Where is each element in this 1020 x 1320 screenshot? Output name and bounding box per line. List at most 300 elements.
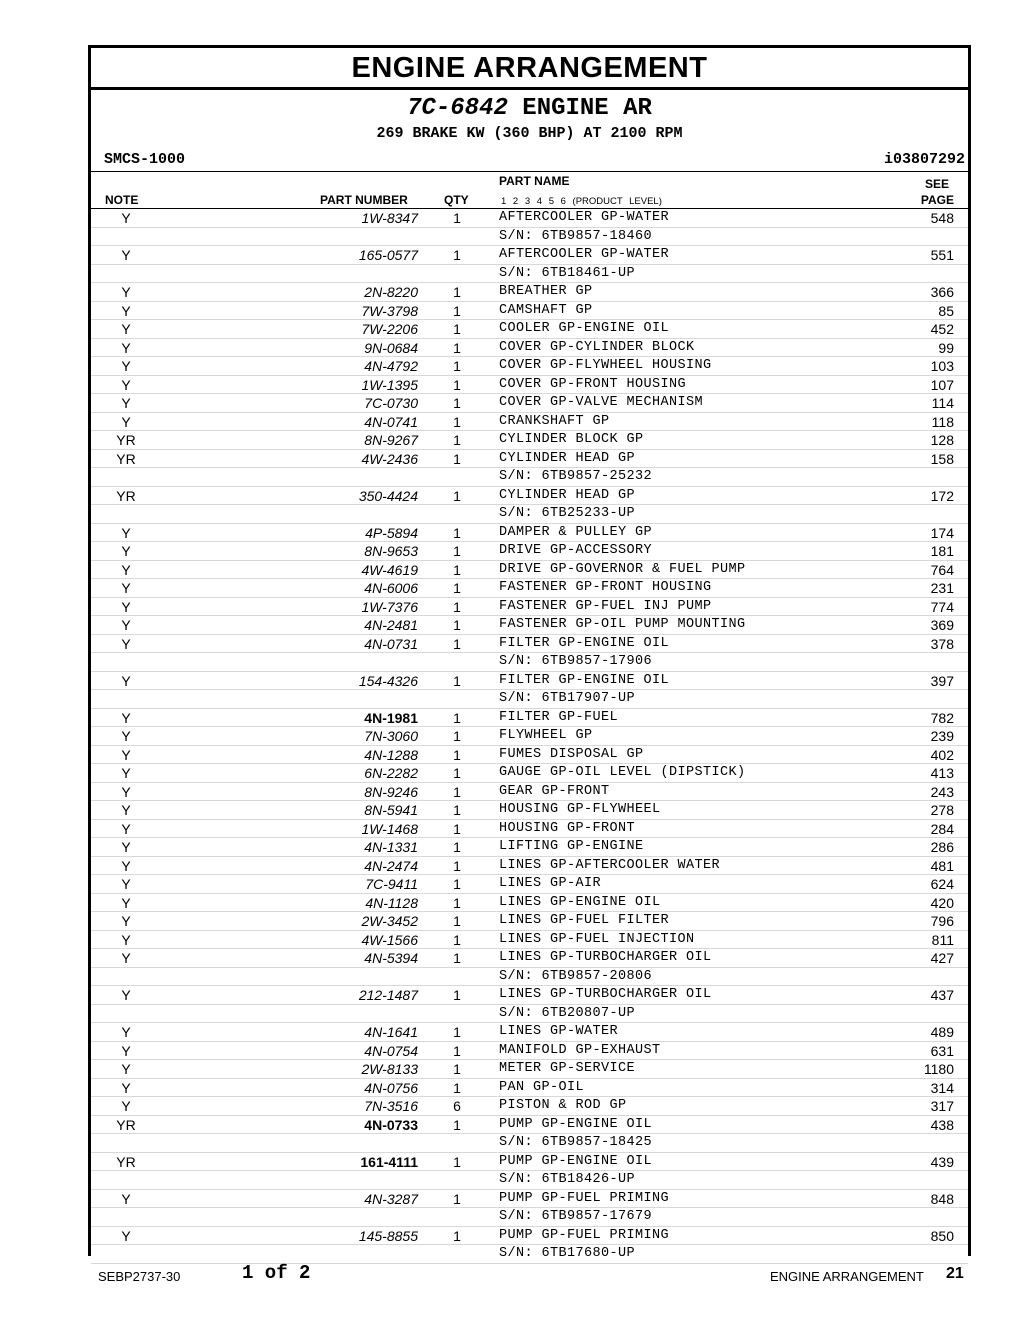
table-row [91,542,968,561]
note-cell: Y [121,913,131,929]
part-name-cell: FASTENER GP-FUEL INJ PUMP [499,598,712,614]
see-page-cell: 103 [930,358,954,374]
part-number-cell: 4N-1288 [364,746,418,763]
part-number-cell: 2N-8220 [364,284,418,300]
table-row [91,764,968,783]
part-name-cell: S/N: 6TB17907-UP [499,691,636,706]
part-number-cell: 1W-7376 [361,598,418,615]
document-id: SEBP2737-30 [98,1269,181,1284]
serial-range-row [91,228,968,247]
part-number-cell: 1W-1468 [361,820,418,837]
table-row [91,1023,968,1042]
part-number-cell: 7W-3798 [361,302,418,319]
col-product-levels: 1 2 3 4 5 6 (PRODUCT LEVEL) [501,196,662,207]
qty-cell: 1 [453,413,461,430]
see-page-cell: 402 [930,746,954,763]
table-row [91,320,968,339]
parts-table-body [91,209,968,1264]
serial-range-row [91,1208,968,1227]
part-name-cell: LINES GP-FUEL INJECTION [499,931,695,947]
col-qty: QTY [444,193,469,207]
note-cell: Y [121,395,131,411]
table-row [91,283,968,302]
note-cell: Y [121,987,131,1003]
note-cell: Y [121,339,131,356]
see-page-cell: 378 [930,635,954,652]
part-number-cell: 1W-8347 [361,210,418,226]
serial-range-row [91,1171,968,1190]
note-cell: Y [121,672,131,689]
part-name-cell: CRANKSHAFT GP [499,413,610,429]
part-number-cell: 7N-3516 [364,1098,418,1114]
part-number-cell: 2W-8133 [361,1061,418,1077]
table-row [91,783,968,802]
qty-cell: 1 [453,561,461,578]
see-page-cell: 314 [930,1079,954,1096]
qty-cell: 1 [453,210,461,226]
see-page-cell: 158 [930,450,954,467]
see-page-cell: 397 [930,672,954,689]
part-name-cell: FILTER GP-ENGINE OIL [499,635,670,651]
part-name-cell: S/N: 6TB9857-17679 [499,1209,653,1224]
part-name-cell: HOUSING GP-FLYWHEEL [499,802,661,817]
part-name-cell: LINES GP-ENGINE OIL [499,894,661,910]
note-cell: YR [116,487,136,504]
see-page-cell: 481 [930,857,954,874]
page-footer [0,1262,1020,1292]
part-name-cell: COVER GP-VALVE MECHANISM [499,395,704,410]
part-number-cell: 8N-9653 [364,543,418,559]
page-of: 1 of 2 [242,1262,311,1284]
see-page-cell: 174 [930,524,954,541]
table-row [91,524,968,543]
part-name-cell: PUMP GP-ENGINE OIL [499,1116,653,1132]
table-row [91,1227,968,1246]
part-number-cell: 4N-1128 [365,894,418,911]
qty-cell: 1 [453,339,461,356]
table-row [91,1153,968,1172]
serial-range-row [91,690,968,709]
part-number-cell: 4W-1566 [361,931,418,948]
qty-cell: 1 [453,487,461,504]
part-name-cell: FLYWHEEL GP [499,728,593,743]
see-page-cell: 811 [931,931,954,948]
part-name-cell: COVER GP-FRONT HOUSING [499,376,687,392]
serial-range-row [91,1134,968,1153]
note-cell: Y [121,728,131,744]
qty-cell: 1 [453,598,461,615]
part-number-cell: 145-8855 [358,1227,418,1244]
note-cell: Y [121,765,131,781]
note-cell: Y [121,783,131,800]
part-name-cell: CYLINDER HEAD GP [499,450,636,466]
qty-cell: 1 [453,247,461,263]
note-cell: Y [121,709,131,726]
qty-cell: 1 [453,1227,461,1244]
arrangement-number: 7C-6842 [407,95,508,122]
table-row [91,1060,968,1079]
note-cell: Y [121,857,131,874]
part-number-cell: 4N-2474 [364,857,418,874]
parts-list-frame [88,45,971,1261]
qty-cell: 1 [453,376,461,393]
part-number-cell: 4N-2481 [364,617,418,633]
note-cell: Y [121,802,131,818]
qty-cell: 1 [453,321,461,337]
see-page-cell: 427 [930,950,954,966]
part-name-cell: AFTERCOOLER GP-WATER [499,210,670,225]
part-name-cell: S/N: 6TB18426-UP [499,1172,636,1187]
see-page-cell: 85 [938,302,954,319]
part-name-cell: PUMP GP-FUEL PRIMING [499,1190,670,1206]
part-name-cell: S/N: 6TB9857-17906 [499,654,653,669]
see-page-cell: 437 [930,987,954,1003]
note-cell: Y [121,950,131,966]
table-row [91,413,968,432]
qty-cell: 1 [453,746,461,763]
part-number-cell: 4N-0731 [364,635,418,652]
table-row [91,894,968,913]
see-page-cell: 764 [930,561,954,578]
qty-cell: 1 [453,580,461,596]
col-note: NOTE [105,193,139,207]
part-name-cell: DRIVE GP-ACCESSORY [499,543,653,558]
qty-cell: 1 [453,1061,461,1077]
see-page-cell: 366 [930,284,954,300]
note-cell: Y [121,876,131,892]
part-number-cell: 8N-5941 [364,802,418,818]
part-number-cell: 161-4111 [360,1153,418,1170]
part-number-cell: 4N-0741 [364,413,418,430]
qty-cell: 1 [453,635,461,652]
part-name-cell: MANIFOLD GP-EXHAUST [499,1042,661,1058]
qty-cell: 1 [453,284,461,300]
part-name-cell: DAMPER & PULLEY GP [499,524,653,540]
table-row [91,209,968,228]
serial-range-row [91,505,968,524]
part-name-cell: LINES GP-AIR [499,876,602,891]
qty-cell: 1 [453,672,461,689]
see-page-cell: 631 [930,1042,954,1059]
part-name-cell: COOLER GP-ENGINE OIL [499,321,670,336]
note-cell: Y [121,746,131,763]
part-number-cell: 4N-3287 [364,1190,418,1207]
part-number-cell: 4W-2436 [361,450,418,467]
note-cell: Y [121,598,131,615]
qty-cell: 1 [453,1153,461,1170]
qty-cell: 6 [453,1098,461,1114]
part-name-cell: LINES GP-TURBOCHARGER OIL [499,987,712,1002]
note-cell: Y [121,1227,131,1244]
note-cell: Y [121,358,131,374]
col-page: PAGE [920,193,954,207]
note-cell: YR [116,1153,136,1170]
see-page-cell: 489 [930,1024,954,1040]
table-row [91,1116,968,1135]
note-cell: Y [121,839,131,855]
see-page-cell: 848 [930,1190,954,1207]
qty-cell: 1 [453,765,461,781]
part-number-cell: 4N-1981 [364,709,418,726]
see-page-cell: 1180 [923,1061,954,1077]
qty-cell: 1 [453,395,461,411]
see-page-cell: 438 [930,1116,954,1133]
table-row [91,1190,968,1209]
table-row [91,912,968,931]
part-name-cell: S/N: 6TB20807-UP [499,1005,636,1021]
qty-cell: 1 [453,931,461,948]
qty-cell: 1 [453,302,461,319]
see-page-cell: 420 [930,894,954,911]
part-number-cell: 350-4424 [358,487,418,504]
part-name-cell: S/N: 6TB9857-18425 [499,1135,653,1150]
see-page-cell: 231 [930,580,954,596]
table-row [91,1097,968,1116]
note-cell: Y [121,1079,131,1096]
qty-cell: 1 [453,857,461,874]
see-page-cell: 128 [930,432,954,448]
part-name-cell: S/N: 6TB25233-UP [499,506,636,521]
part-name-cell: PAN GP-OIL [499,1079,585,1095]
qty-cell: 1 [453,894,461,911]
part-name-cell: COVER GP-FLYWHEEL HOUSING [499,358,712,373]
part-name-cell: PISTON & ROD GP [499,1098,627,1113]
table-row [91,598,968,617]
part-name-cell: LINES GP-FUEL FILTER [499,913,670,928]
serial-range-row [91,265,968,284]
note-cell: Y [121,210,131,226]
table-row [91,801,968,820]
note-cell: Y [121,1190,131,1207]
table-row [91,727,968,746]
see-page-cell: 439 [930,1153,954,1170]
table-row [91,450,968,469]
part-number-cell: 7W-2206 [361,321,418,337]
part-number-cell: 4N-6006 [364,580,418,596]
qty-cell: 1 [453,950,461,966]
qty-cell: 1 [453,913,461,929]
part-name-cell: LINES GP-WATER [499,1024,619,1039]
note-cell: Y [121,580,131,596]
see-page-cell: 118 [931,413,954,430]
part-number-cell: 212-1487 [358,987,418,1003]
part-name-cell: FASTENER GP-OIL PUMP MOUNTING [499,617,746,632]
part-name-cell: LIFTING GP-ENGINE [499,839,644,854]
qty-cell: 1 [453,839,461,855]
qty-cell: 1 [453,709,461,726]
table-row [91,616,968,635]
page-title: ENGINE ARRANGEMENT [91,48,968,90]
note-cell: Y [121,931,131,948]
part-number-cell: 4P-5894 [365,524,418,541]
part-number-cell: 4N-1331 [364,839,418,855]
table-row [91,857,968,876]
see-page-cell: 796 [930,913,954,929]
table-row [91,709,968,728]
table-row [91,838,968,857]
part-name-cell: LINES GP-TURBOCHARGER OIL [499,950,712,965]
see-page-cell: 107 [930,376,954,393]
table-header [91,171,968,209]
note-cell: Y [121,1098,131,1114]
part-name-cell: DRIVE GP-GOVERNOR & FUEL PUMP [499,561,746,577]
qty-cell: 1 [453,358,461,374]
part-name-cell: GAUGE GP-OIL LEVEL (DIPSTICK) [499,765,746,780]
note-cell: YR [116,1116,136,1133]
qty-cell: 1 [453,617,461,633]
see-page-cell: 413 [930,765,954,781]
table-row [91,302,968,321]
table-row [91,1042,968,1061]
qty-cell: 1 [453,1116,461,1133]
table-row [91,561,968,580]
part-number-cell: 9N-0684 [364,339,418,356]
table-row [91,875,968,894]
part-name-cell: PUMP GP-ENGINE OIL [499,1153,653,1169]
note-cell: Y [121,413,131,430]
qty-cell: 1 [453,783,461,800]
part-number-cell: 4N-0733 [364,1116,418,1133]
part-number-cell: 8N-9246 [364,783,418,800]
serial-range-row [91,1245,968,1264]
col-see: SEE [924,177,949,191]
note-cell: YR [116,450,136,467]
note-cell: Y [121,321,131,337]
see-page-cell: 172 [930,487,954,504]
see-page-cell: 181 [930,543,954,559]
see-page-cell: 239 [930,728,954,744]
part-number-cell: 7C-9411 [365,876,418,892]
part-number-cell: 7N-3060 [364,728,418,744]
qty-cell: 1 [453,1190,461,1207]
table-row [91,1079,968,1098]
note-cell: YR [116,432,136,448]
table-row [91,394,968,413]
part-number-cell: 7C-0730 [364,395,418,411]
see-page-cell: 624 [930,876,954,892]
qty-cell: 1 [453,543,461,559]
part-name-cell: FILTER GP-FUEL [499,709,619,725]
part-name-cell: METER GP-SERVICE [499,1061,636,1076]
part-number-cell: 1W-1395 [361,376,418,393]
qty-cell: 1 [453,1024,461,1040]
see-page-cell: 278 [930,802,954,818]
serial-range-row [91,968,968,987]
note-cell: Y [121,1024,131,1040]
see-page-cell: 774 [930,598,954,615]
qty-cell: 1 [453,987,461,1003]
arrangement-suffix: ENGINE AR [507,95,652,122]
part-name-cell: S/N: 6TB9857-20806 [499,968,653,984]
note-cell: Y [121,247,131,263]
qty-cell: 1 [453,1042,461,1059]
part-number-cell: 8N-9267 [364,432,418,448]
illustration-id: i03807292 [883,151,965,168]
part-number-cell: 154-4326 [358,672,418,689]
note-cell: Y [121,820,131,837]
note-cell: Y [121,617,131,633]
note-cell: Y [121,284,131,300]
see-page-cell: 548 [930,210,954,226]
see-page-cell: 243 [930,783,954,800]
see-page-cell: 99 [938,339,954,356]
table-row [91,339,968,358]
part-number-cell: 4W-4619 [361,561,418,578]
part-name-cell: CYLINDER BLOCK GP [499,432,644,447]
see-page-cell: 551 [930,247,954,263]
table-row [91,931,968,950]
table-row [91,579,968,598]
part-number-cell: 165-0577 [358,247,418,263]
section-name: ENGINE ARRANGEMENT [770,1269,924,1284]
note-cell: Y [121,524,131,541]
part-name-cell: S/N: 6TB17680-UP [499,1246,636,1261]
see-page-cell: 317 [930,1098,954,1114]
table-row [91,376,968,395]
table-row [91,246,968,265]
note-cell: Y [121,894,131,911]
part-name-cell: GEAR GP-FRONT [499,783,610,799]
note-cell: Y [121,1042,131,1059]
qty-cell: 1 [453,802,461,818]
note-cell: Y [121,1061,131,1077]
see-page-cell: 284 [930,820,954,837]
qty-cell: 1 [453,450,461,467]
qty-cell: 1 [453,432,461,448]
col-part-name: PART NAME [499,174,570,188]
note-cell: Y [121,302,131,319]
part-number-cell: 4N-5394 [364,950,418,966]
note-cell: Y [121,543,131,559]
serial-range-row [91,1005,968,1024]
table-row [91,949,968,968]
part-name-cell: FUMES DISPOSAL GP [499,746,644,762]
note-cell: Y [121,561,131,578]
part-number-cell: 4N-1641 [364,1024,418,1040]
col-part-number: PART NUMBER [320,193,408,207]
table-row [91,487,968,506]
part-name-cell: S/N: 6TB9857-25232 [499,469,653,484]
part-name-cell: BREATHER GP [499,284,593,299]
part-name-cell: CYLINDER HEAD GP [499,487,636,503]
serial-range-row [91,468,968,487]
smcs-code: SMCS-1000 [104,151,186,168]
table-row [91,431,968,450]
table-row [91,986,968,1005]
qty-cell: 1 [453,876,461,892]
part-name-cell: FILTER GP-ENGINE OIL [499,672,670,688]
part-name-cell: LINES GP-AFTERCOOLER WATER [499,857,721,873]
serial-range-row [91,653,968,672]
engine-rating: 269 BRAKE KW (360 BHP) AT 2100 RPM [376,125,683,142]
part-number-cell: 2W-3452 [361,913,418,929]
page-number: 21 [946,1265,964,1282]
table-row [91,357,968,376]
part-number-cell: 4N-0756 [364,1079,418,1096]
table-row [91,746,968,765]
note-cell: Y [121,635,131,652]
part-name-cell: CAMSHAFT GP [499,302,593,318]
part-name-cell: FASTENER GP-FRONT HOUSING [499,580,712,595]
part-name-cell: S/N: 6TB9857-18460 [499,228,653,244]
see-page-cell: 369 [930,617,954,633]
part-name-cell: AFTERCOOLER GP-WATER [499,247,670,262]
part-number-cell: 4N-4792 [364,358,418,374]
table-row [91,635,968,654]
part-name-cell: S/N: 6TB18461-UP [499,265,636,281]
qty-cell: 1 [453,524,461,541]
see-page-cell: 452 [930,321,954,337]
